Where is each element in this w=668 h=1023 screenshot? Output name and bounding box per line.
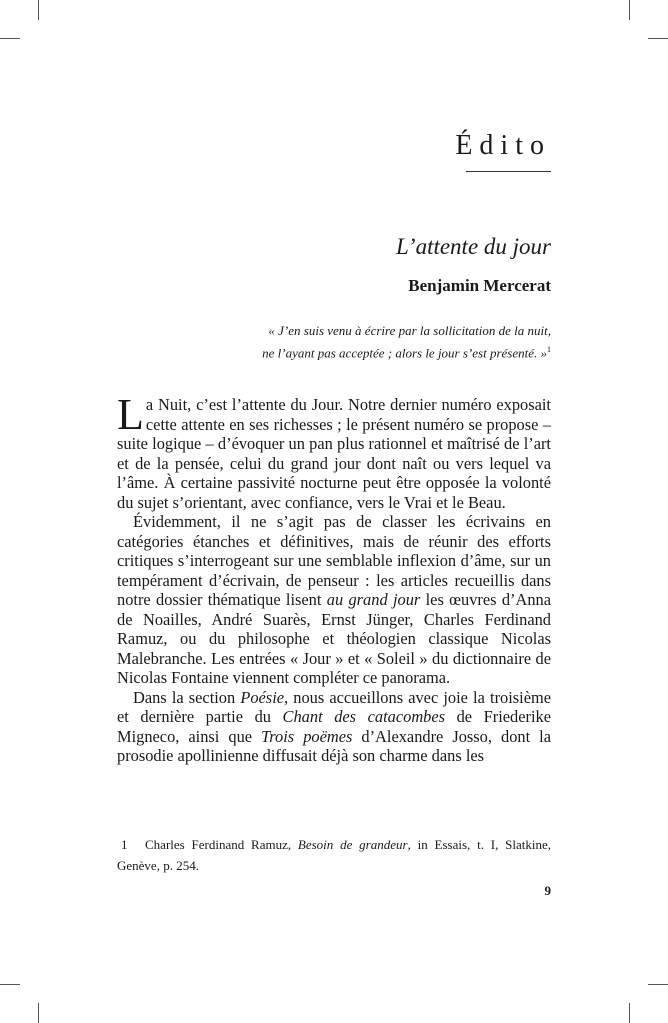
footnote-reference: 1	[547, 345, 551, 354]
footnote-emphasis: Besoin de grandeur	[297, 837, 408, 852]
crop-mark-top-right	[629, 0, 630, 20]
emphasis: Trois poëmes	[261, 726, 353, 746]
emphasis: Poésie	[240, 687, 285, 707]
crop-mark-bottom-left	[38, 1003, 39, 1023]
paragraph	[117, 390, 551, 512]
crop-mark-top-left	[38, 0, 39, 20]
page-number: 9	[544, 883, 551, 898]
crop-mark-bottom-right	[648, 984, 668, 985]
article-body	[117, 390, 552, 766]
epigraph-line-text: ne l’ayant pas acceptée ; alors le jour s’est présenté. »	[262, 345, 547, 361]
paragraph-text: Dans la section	[133, 687, 241, 707]
crop-mark-top-right	[648, 38, 668, 39]
footnote	[117, 834, 551, 876]
paragraph	[117, 512, 551, 688]
emphasis: au grand jour	[326, 590, 421, 609]
epigraph	[200, 321, 551, 362]
footnote-text: , in Essais, t. I, Slatkine, Genève, p. 254.	[117, 837, 551, 873]
paragraph-text: a Nuit, c’est l’attente du Jour. Notre dernier numéro exposait cette attente en ses richesses ; le présent numéro se propose – suite logique – d’évoquer un pan plus rationnel et maîtrisé de l’art et de la pensée, celui du grand jour dont naît ou vers lequel va l’âme. À certaine passivité nocturne peut être opposée la volonté du sujet s’orientant, avec confiance, vers le Vrai et le Beau.	[117, 395, 551, 512]
article-author: Benjamin Mercerat	[408, 276, 551, 295]
section-title: Édito	[455, 130, 551, 161]
emphasis: Chant des catacombes	[282, 707, 446, 726]
drop-cap: L	[117, 390, 144, 439]
crop-mark-bottom-right	[629, 1003, 630, 1023]
paragraph-text: , nous accueillons avec joie la troisième et dernière partie du	[117, 687, 552, 726]
paragraph-text: de Friederike Migneco, ainsi que	[117, 707, 552, 746]
footnote-number: 1	[121, 837, 128, 852]
paragraph	[117, 688, 551, 766]
paragraph-text: Évidemment, il ne s’agit pas de classer les écrivains en catégories étanches et définitives, mais de réunir des efforts critiques s’interrogeant sur une semblable inflexion d’âme, sur un tempérament d’écrivain, de penseur : les articles recueillis dans notre dossier thématique lisent	[117, 512, 551, 609]
epigraph-line	[200, 340, 551, 362]
paragraph-text: les œuvres d’Anna de Noailles, André Suarès, Ernst Jünger, Charles Ferdinand Ramuz, ou du philosophe et théologien classique Nicolas Malebranche. Les entrées « Jour » et « Soleil » du dictionnaire de Nicolas Fontaine viennent compléter ce panorama.	[117, 590, 551, 687]
paragraph-text: d’Alexandre Josso, dont la prosodie apollinienne diffusait déjà son charme dans les	[117, 726, 551, 765]
crop-mark-top-left	[0, 38, 20, 39]
epigraph-line: « J’en suis venu à écrire par la sollicitation de la nuit,	[268, 323, 551, 338]
crop-mark-bottom-left	[0, 984, 20, 985]
section-title-rule	[466, 171, 551, 172]
article-title: L’attente du jour	[395, 234, 551, 259]
footnote-text: Charles Ferdinand Ramuz,	[145, 837, 298, 852]
